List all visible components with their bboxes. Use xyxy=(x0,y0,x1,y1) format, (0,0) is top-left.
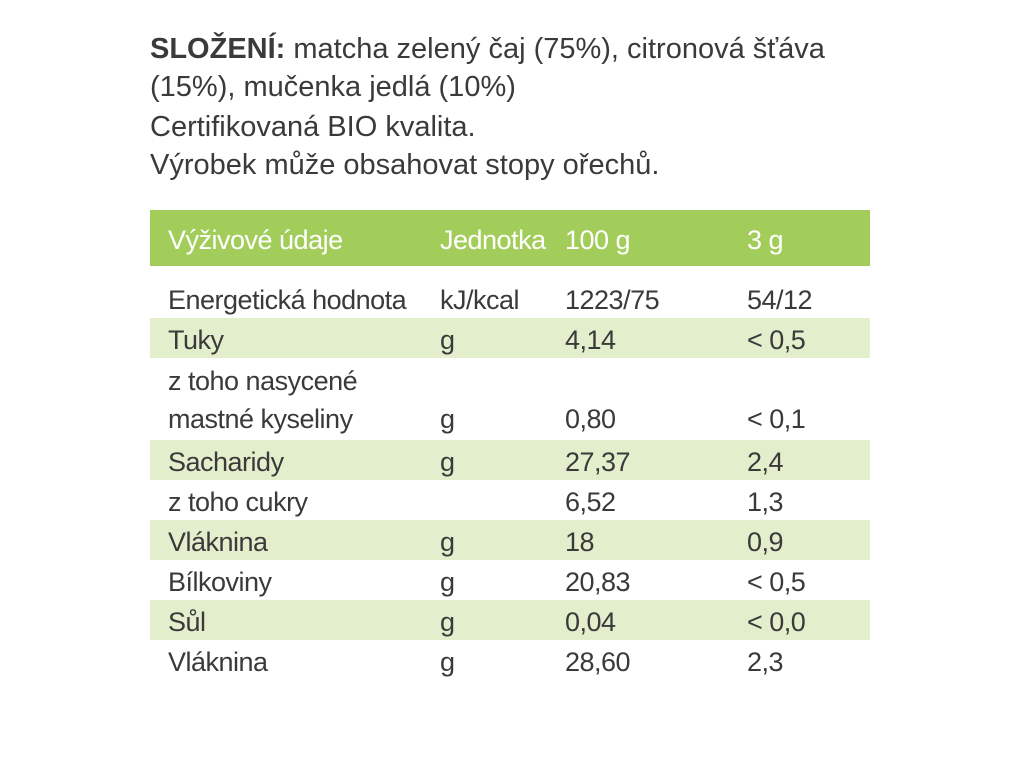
nutrition-header-row xyxy=(150,210,870,266)
value-per-100g: 28,60 xyxy=(565,647,631,677)
nutrient-name: Bílkoviny xyxy=(168,567,272,597)
table-row xyxy=(150,266,870,318)
nutrient-name: Energetická hodnota xyxy=(168,285,407,315)
table-row xyxy=(150,358,870,440)
table-row xyxy=(150,560,870,600)
composition-label: SLOŽENÍ: xyxy=(150,33,286,65)
nutrient-unit: kJ/kcal xyxy=(440,285,520,315)
nutrient-name: Tuky xyxy=(168,325,224,355)
value-per-100g: 6,52 xyxy=(565,487,616,517)
nutrient-name: z toho nasycené mastné kyseliny xyxy=(168,366,358,434)
nutrient-name: Sůl xyxy=(168,607,206,637)
value-per-100g: 18 xyxy=(565,527,595,557)
value-per-3g: 1,3 xyxy=(747,487,784,517)
value-per-3g: 54/12 xyxy=(747,285,813,315)
allergen-note: Výrobek může obsahovat stopy ořechů. xyxy=(150,149,660,181)
table-row xyxy=(150,440,870,480)
value-per-3g: < 0,0 xyxy=(747,607,806,637)
table-row xyxy=(150,640,870,680)
header-per-100g: 100 g xyxy=(565,224,631,255)
table-row xyxy=(150,600,870,640)
value-per-3g: 0,9 xyxy=(747,527,784,557)
ingredients-list: matcha zelený čaj (75%), citronová šťáva (15%), mučenka jedlá (10%) xyxy=(150,33,825,103)
value-per-100g: 1223/75 xyxy=(565,285,660,315)
nutrient-name: Vláknina xyxy=(168,647,268,677)
value-per-3g: 2,3 xyxy=(747,647,784,677)
table-row xyxy=(150,480,870,520)
value-per-100g: 0,04 xyxy=(565,607,616,637)
value-per-100g: 27,37 xyxy=(565,447,631,477)
nutrient-name: Sacharidy xyxy=(168,447,284,477)
header-per-3g: 3 g xyxy=(747,224,784,255)
nutrient-unit: g xyxy=(440,647,455,677)
table-row xyxy=(150,520,870,560)
nutrient-name: Vláknina xyxy=(168,527,268,557)
nutrient-unit: g xyxy=(440,607,455,637)
nutrient-unit: g xyxy=(440,325,455,355)
value-per-3g: < 0,5 xyxy=(747,325,806,355)
header-unit: Jednotka xyxy=(440,224,546,255)
nutrient-unit: g xyxy=(440,527,455,557)
value-per-3g: < 0,1 xyxy=(747,404,806,434)
table-row xyxy=(150,318,870,358)
certification-text: Certifikovaná BIO kvalita. xyxy=(150,111,476,143)
nutrient-unit: g xyxy=(440,567,455,597)
value-per-3g: 2,4 xyxy=(747,447,784,477)
value-per-100g: 0,80 xyxy=(565,404,616,434)
value-per-100g: 20,83 xyxy=(565,567,631,597)
nutrient-unit: g xyxy=(440,447,455,477)
nutrient-unit xyxy=(422,480,547,520)
nutrient-unit: g xyxy=(440,404,455,434)
value-per-3g: < 0,5 xyxy=(747,567,806,597)
header-nutrition-facts: Výživové údaje xyxy=(168,224,343,255)
nutrient-name: z toho cukry xyxy=(168,487,308,517)
value-per-100g: 4,14 xyxy=(565,325,616,355)
ingredients-text xyxy=(150,30,870,106)
composition-block xyxy=(150,30,870,184)
nutrition-table xyxy=(150,210,870,680)
